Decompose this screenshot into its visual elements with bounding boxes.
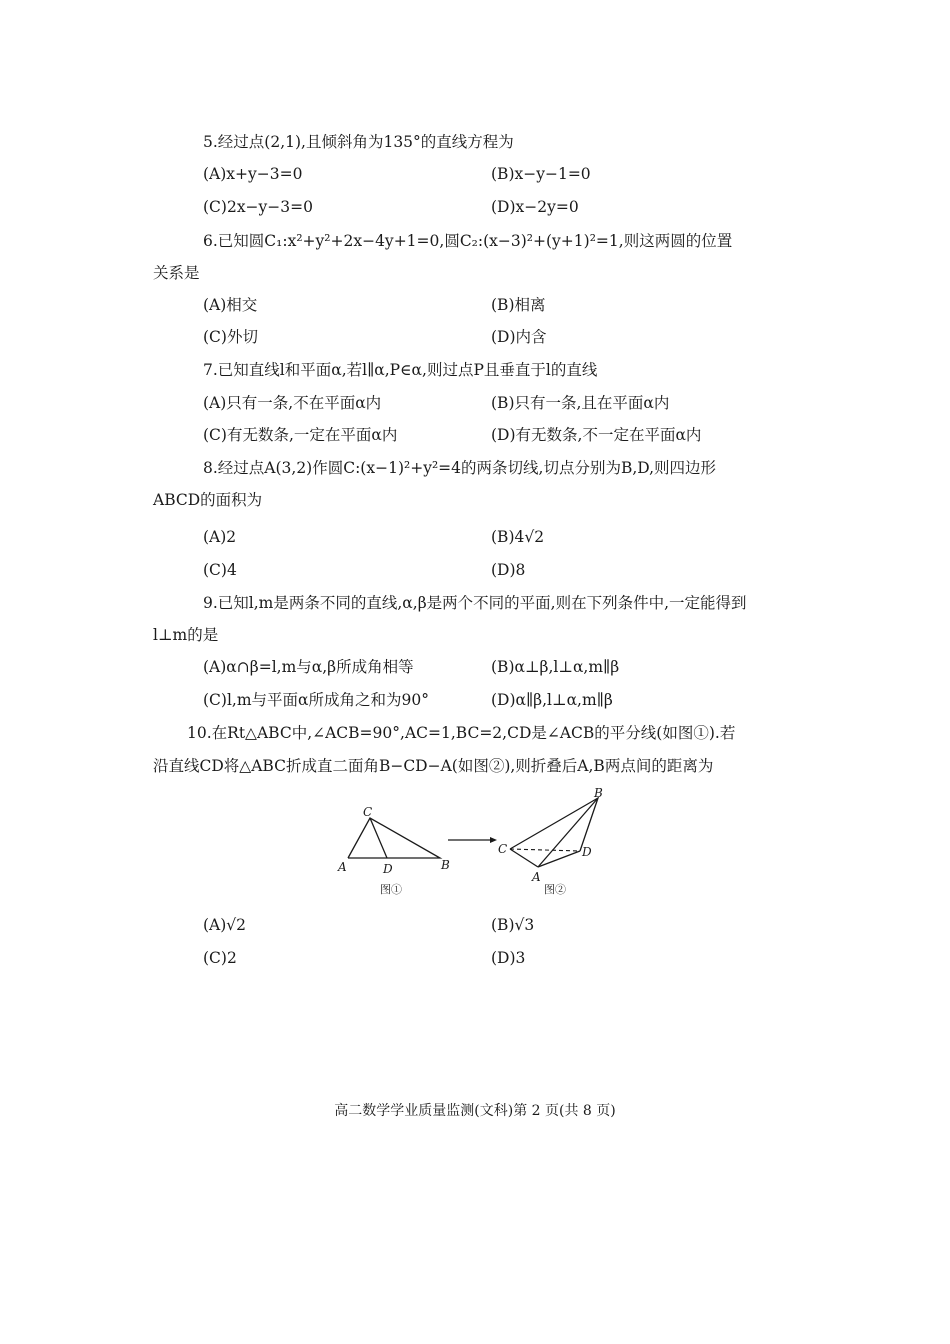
- figure-2: [498, 786, 603, 896]
- q10-option-a: (A)√2: [203, 916, 247, 934]
- question-8-stem: 8.经过点A(3,2)作圆C:(x−1)²+y²=4的两条切线,切点分别为B,D,则四边形: [203, 459, 717, 477]
- question-8-stem-cont: ABCD的面积为: [153, 491, 263, 509]
- question-6-stem: 6.已知圆C₁:x²+y²+2x−4y+1=0,圆C₂:(x−3)²+(y+1)²=1,则这两圆的位置: [203, 232, 733, 250]
- fig2-label-a: A: [532, 870, 541, 884]
- q5-option-b: (B)x−y−1=0: [491, 165, 591, 183]
- q9-option-d: (D)α∥β,l⊥α,m∥β: [491, 691, 613, 709]
- fig1-caption: 图①: [380, 883, 402, 896]
- q6-option-b: (B)相离: [491, 296, 546, 314]
- fig2-caption: 图②: [544, 883, 566, 896]
- q6-option-c: (C)外切: [203, 328, 258, 346]
- q8-option-d: (D)8: [491, 561, 526, 579]
- question-10-stem: 10.在Rt△ABC中,∠ACB=90°,AC=1,BC=2,CD是∠ACB的平分线(如图①).若: [187, 724, 736, 742]
- fold-arrow: [448, 837, 497, 843]
- question-6-stem-cont: 关系是: [153, 264, 200, 282]
- q8-option-c: (C)4: [203, 561, 237, 579]
- fig1-label-c: C: [363, 805, 373, 819]
- q8-option-a: (A)2: [203, 528, 237, 546]
- q6-option-a: (A)相交: [203, 296, 258, 314]
- q5-option-c: (C)2x−y−3=0: [203, 198, 313, 216]
- fig1-label-b: B: [441, 858, 450, 872]
- edge-cd-hidden: [510, 849, 580, 851]
- q6-option-d: (D)内含: [491, 328, 547, 346]
- fig2-label-c: C: [498, 842, 508, 856]
- q7-option-b: (B)只有一条,且在平面α内: [491, 394, 670, 412]
- q7-option-c: (C)有无数条,一定在平面α内: [203, 426, 398, 444]
- edge-ca: [510, 849, 538, 867]
- q10-option-b: (B)√3: [491, 916, 535, 934]
- triangle-abc: [348, 818, 440, 858]
- question-7-stem: 7.已知直线l和平面α,若l∥α,P∈α,则过点P且垂直于l的直线: [203, 361, 598, 379]
- page-footer: 高二数学学业质量监测(文科)第 2 页(共 8 页): [334, 1103, 616, 1119]
- q10-option-c: (C)2: [203, 949, 237, 967]
- q9-option-c: (C)l,m与平面α所成角之和为90°: [203, 691, 429, 709]
- q5-option-a: (A)x+y−3=0: [203, 165, 303, 183]
- q7-option-a: (A)只有一条,不在平面α内: [203, 394, 382, 412]
- q10-option-d: (D)3: [491, 949, 526, 967]
- q5-option-d: (D)x−2y=0: [491, 198, 579, 216]
- fig2-label-b: B: [594, 786, 603, 800]
- fold-figure: [330, 785, 630, 900]
- segment-cd: [370, 818, 387, 858]
- edges-cb-bd: [510, 798, 598, 851]
- question-9-stem: 9.已知l,m是两条不同的直线,α,β是两个不同的平面,则在下列条件中,一定能得到: [203, 594, 747, 612]
- fig1-label-a: A: [338, 860, 347, 874]
- figure-1: [337, 805, 450, 896]
- question-10-stem-cont: 沿直线CD将△ABC折成直二面角B−CD−A(如图②),则折叠后A,B两点间的距离为: [153, 757, 714, 775]
- q9-option-b: (B)α⊥β,l⊥α,m∥β: [491, 658, 620, 676]
- q9-option-a: (A)α∩β=l,m与α,β所成角相等: [203, 658, 414, 676]
- q8-option-b: (B)4√2: [491, 528, 545, 546]
- fig1-label-d: D: [383, 862, 393, 876]
- question-5-stem: 5.经过点(2,1),且倾斜角为135°的直线方程为: [203, 133, 514, 151]
- q7-option-d: (D)有无数条,不一定在平面α内: [491, 426, 702, 444]
- fig2-label-d: D: [582, 845, 592, 859]
- question-9-stem-cont: l⊥m的是: [153, 626, 219, 644]
